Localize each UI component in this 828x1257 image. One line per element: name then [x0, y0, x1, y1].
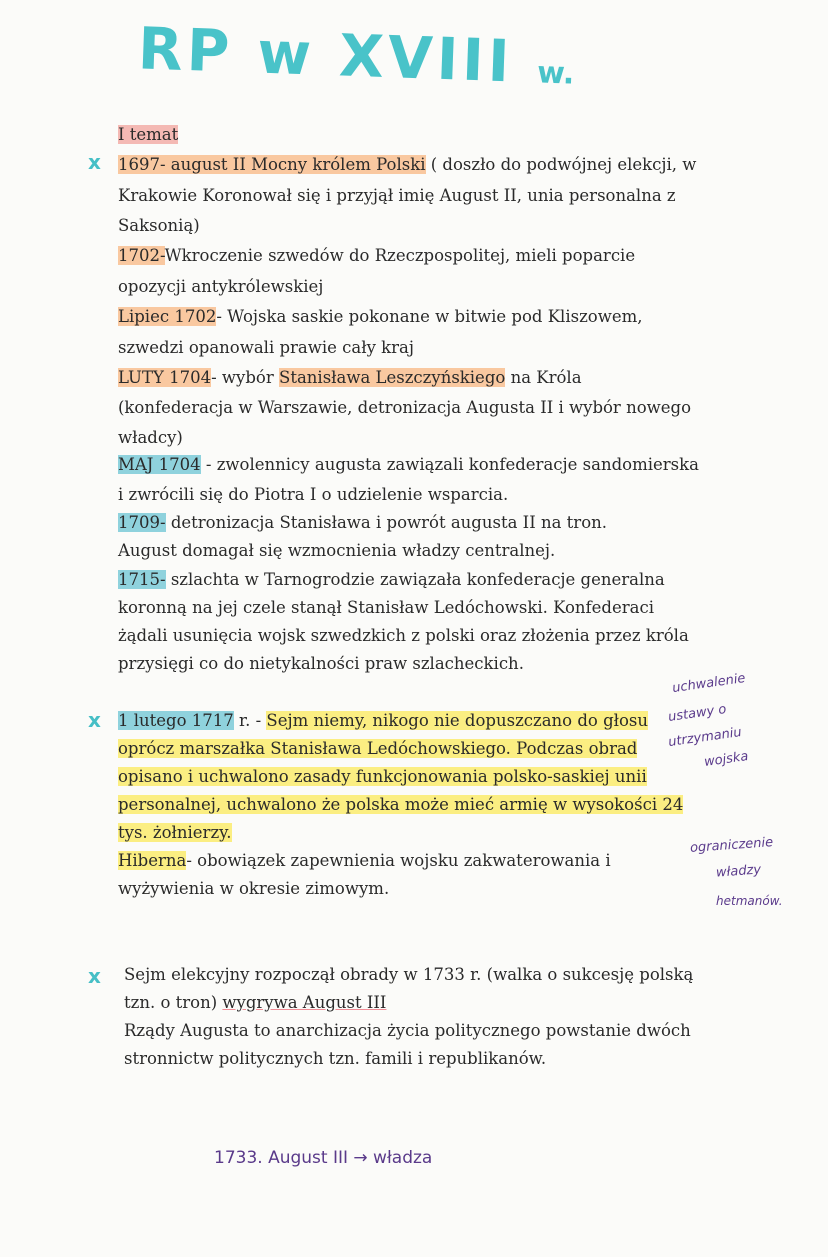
text-line: opisano i uchwalono zasady funkcjonowania polsko-saskiej unii — [118, 767, 647, 786]
text-line: Sejm elekcyjny rozpoczął obrady w 1733 r. (walka o sukcesję polską — [124, 965, 694, 984]
margin-note: uchwalenie — [671, 670, 747, 697]
cross-mark-icon: x — [88, 964, 101, 988]
text-line: LUTY 1704- wybór Stanisława Leszczyńskiego na Króla — [118, 368, 582, 387]
text-line: żądali usunięcia wojsk szwedzkich z polski oraz złożenia przez króla — [118, 626, 689, 645]
text-line: opozycji antykrólewskiej — [118, 277, 324, 296]
cross-mark-icon: x — [88, 150, 101, 174]
margin-note: hetmanów. — [716, 894, 783, 908]
margin-note: wojska — [703, 748, 750, 771]
text-line: szwedzi opanowali prawie cały kraj — [118, 338, 415, 357]
page-title: RP w XVIII w. — [136, 14, 576, 96]
text-line: Krakowie Koronował się i przyjął imię August II, unia personalna z — [118, 186, 676, 205]
handwritten-footer: 1733. August III → władza — [214, 1148, 433, 1168]
text-line: 1709- detronizacja Stanisława i powrót augusta II na tron. — [118, 513, 607, 532]
text-line: Lipiec 1702- Wojska saskie pokonane w bitwie pod Kliszowem, — [118, 307, 643, 326]
margin-note: ustawy o — [667, 702, 728, 725]
text-line: tzn. o tron) wygrywa August III — [124, 993, 387, 1012]
text-line: 1 lutego 1717 r. - Sejm niemy, nikogo nie dopuszczano do głosu — [118, 711, 649, 730]
text-line: Hiberna- obowiązek zapewnienia wojsku zakwaterowania i — [118, 851, 611, 870]
margin-note: władzy — [715, 862, 762, 881]
margin-note: utrzymaniu — [667, 724, 743, 751]
text-line: oprócz marszałka Stanisława Ledóchowskiego. Podczas obrad — [118, 739, 638, 758]
text-line: i zwrócili się do Piotra I o udzielenie wsparcia. — [118, 485, 509, 504]
text-line: stronnictw politycznych tzn. famili i republikanów. — [124, 1049, 547, 1068]
text-line: MAJ 1704 - zwolennicy augusta zawiązali konfederacje sandomierska — [118, 455, 699, 474]
text-line: tys. żołnierzy. — [118, 823, 232, 842]
section-label: I temat — [118, 125, 179, 144]
text-line: (konfederacja w Warszawie, detronizacja Augusta II i wybór nowego — [118, 398, 692, 417]
cross-mark-icon: x — [88, 708, 101, 732]
text-line: Saksonią) — [118, 216, 200, 235]
text-line: koronną na jej czele stanął Stanisław Ledóchowski. Konfederaci — [118, 598, 654, 617]
text-line: personalnej, uchwalono że polska może mieć armię w wysokości 24 — [118, 795, 684, 814]
text-line: Rządy Augusta to anarchizacja życia politycznego powstanie dwóch — [124, 1021, 691, 1040]
text-line: władcy) — [118, 428, 183, 447]
text-line: przysięgi co do nietykalności praw szlacheckich. — [118, 654, 524, 673]
text-line: 1697- august II Mocny królem Polski ( doszło do podwójnej elekcji, w — [118, 155, 697, 174]
margin-note: ograniczenie — [689, 835, 774, 856]
text-line: August domagał się wzmocnienia władzy centralnej. — [118, 541, 556, 560]
text-line: 1702-Wkroczenie szwedów do Rzeczpospolitej, mieli poparcie — [118, 246, 636, 265]
text-line: 1715- szlachta w Tarnogrodzie zawiązała konfederacje generalna — [118, 570, 665, 589]
text-line: wyżywienia w okresie zimowym. — [118, 879, 390, 898]
